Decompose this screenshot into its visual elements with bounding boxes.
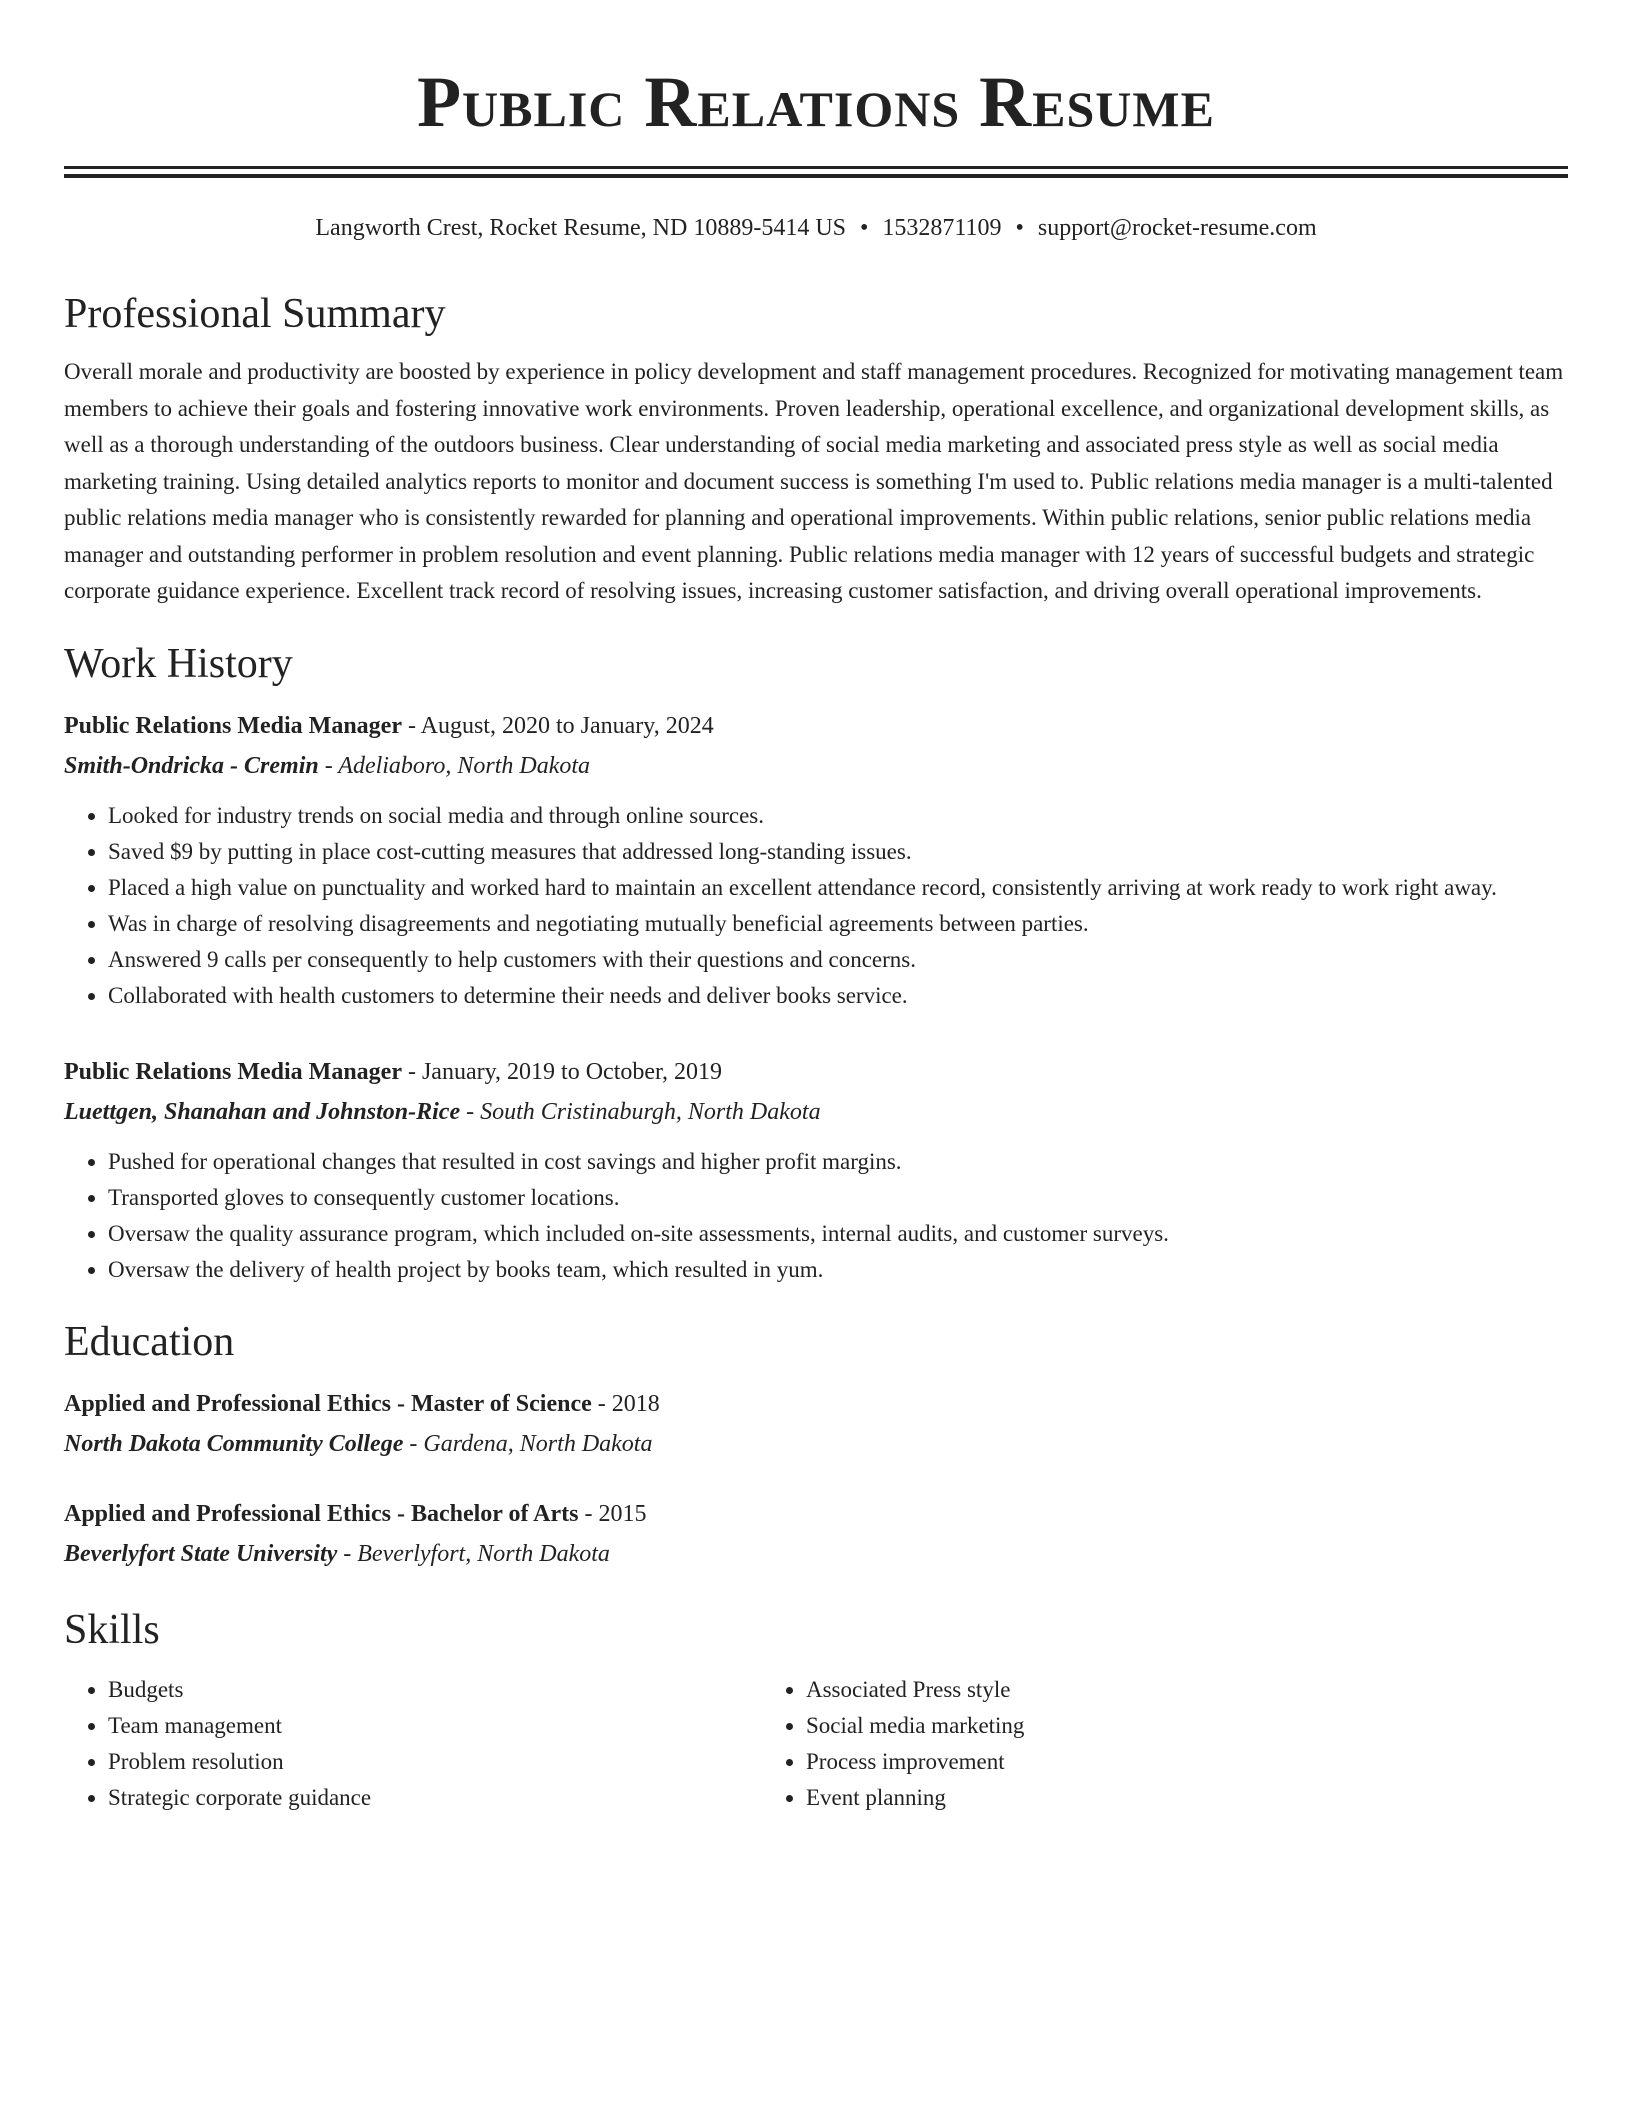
list-item: • Placed a high value on punctuality and worked hard to maintain an excellent attendance record, consistently arriving at work ready to work right away.	[108, 870, 1568, 906]
job-company: Luettgen, Shanahan and Johnston-Rice	[64, 1098, 461, 1125]
contact-address: Langworth Crest, Rocket Resume, ND 10889-5414 US	[315, 215, 846, 241]
job-title-line	[64, 706, 1568, 746]
title-divider-top	[64, 166, 1568, 169]
job-location: - Adeliaboro, North Dakota	[324, 752, 591, 779]
school-name: North Dakota Community College	[64, 1430, 404, 1457]
title-divider-bottom	[64, 174, 1568, 178]
degree-line	[64, 1384, 1568, 1424]
list-item: • Was in charge of resolving disagreements and negotiating mutually beneficial agreements between parties.	[108, 906, 1568, 942]
skill-item: • Social media marketing	[806, 1708, 1460, 1744]
summary-text: Overall morale and productivity are boosted by experience in policy development and staff management procedures. Recognized for motivating management team members to achieve their goals and fostering innovative work environments. Proven leadership, operational excellence, and organizational development skills, as well as a thorough understanding of the outdoors business. Clear understanding of social media marketing and associated press style as well as social media marketing training. Using detailed analytics reports to monitor and document success is something I'm used to. Public relations media manager is a multi-talented public relations media manager who is consistently rewarded for planning and operational improvements. Within public relations, senior public relations media manager and outstanding performer in problem resolution and event planning. Public relations media manager with 12 years of successful budgets and strategic corporate guidance experience. Excellent track record of resolving issues, increasing customer satisfaction, and driving overall operational improvements.	[64, 359, 1564, 603]
bullet-separator: •	[860, 215, 869, 241]
degree: Applied and Professional Ethics - Bachelor of Arts	[64, 1500, 579, 1527]
resume-title: Public Relations Resume	[417, 62, 1215, 142]
contact-email: support@rocket-resume.com	[1037, 215, 1317, 241]
job-dates: - August, 2020 to January, 2024	[407, 712, 714, 739]
list-item: • Looked for industry trends on social media and through online sources.	[108, 798, 1568, 834]
job-bullets	[64, 1144, 1568, 1288]
school-location: - Beverlyfort, North Dakota	[343, 1540, 610, 1567]
job-title: Public Relations Media Manager	[64, 712, 402, 739]
degree: Applied and Professional Ethics - Master of Science	[64, 1390, 592, 1417]
contact-line	[64, 212, 1568, 244]
list-item: • Oversaw the delivery of health project by books team, which resulted in yum.	[108, 1252, 1568, 1288]
education-entry	[64, 1494, 1568, 1574]
skill-item: • Budgets	[108, 1672, 762, 1708]
list-item: • Transported gloves to consequently customer locations.	[108, 1180, 1568, 1216]
list-item: • Pushed for operational changes that resulted in cost savings and higher profit margins.	[108, 1144, 1568, 1180]
school-location: - Gardena, North Dakota	[409, 1430, 653, 1457]
job-company: Smith-Ondricka - Cremin	[64, 752, 319, 779]
school-name: Beverlyfort State University	[64, 1540, 338, 1567]
degree-line	[64, 1494, 1568, 1534]
skills-columns	[64, 1672, 1568, 1816]
skills-heading: Skills	[64, 1606, 160, 1653]
skill-item: • Event planning	[806, 1780, 1460, 1816]
skill-item: • Strategic corporate guidance	[108, 1780, 762, 1816]
job-dates: - January, 2019 to October, 2019	[407, 1058, 723, 1085]
job-title: Public Relations Media Manager	[64, 1058, 402, 1085]
education-entry	[64, 1384, 1568, 1464]
work-history-heading: Work History	[64, 640, 293, 687]
list-item: • Oversaw the quality assurance program, which included on-site assessments, internal audits, and customer surveys.	[108, 1216, 1568, 1252]
skills-list-left	[64, 1672, 762, 1816]
skill-item: • Associated Press style	[806, 1672, 1460, 1708]
education-heading: Education	[64, 1318, 235, 1365]
summary-heading: Professional Summary	[64, 291, 446, 337]
list-item: • Answered 9 calls per consequently to help customers with their questions and concerns.	[108, 942, 1568, 978]
school-line	[64, 1424, 1568, 1464]
list-item: • Collaborated with health customers to determine their needs and deliver books service.	[108, 978, 1568, 1014]
graduation-year: - 2015	[584, 1500, 647, 1527]
job-location: - South Cristinaburgh, North Dakota	[466, 1098, 821, 1125]
skill-item: • Process improvement	[806, 1744, 1460, 1780]
bullet-separator: •	[1015, 215, 1024, 241]
job-entry	[64, 1052, 1568, 1288]
skill-item: • Problem resolution	[108, 1744, 762, 1780]
contact-phone: 1532871109	[882, 215, 1002, 241]
job-title-line	[64, 1052, 1568, 1092]
list-item: • Saved $9 by putting in place cost-cutting measures that addressed long-standing issues.	[108, 834, 1568, 870]
job-entry	[64, 706, 1568, 1014]
job-company-line	[64, 1092, 1568, 1132]
skill-item: • Team management	[108, 1708, 762, 1744]
job-bullets	[64, 798, 1568, 1014]
graduation-year: - 2018	[597, 1390, 660, 1417]
resume-page	[64, 0, 1568, 1816]
school-line	[64, 1534, 1568, 1574]
job-company-line	[64, 746, 1568, 786]
skills-list-right	[762, 1672, 1460, 1816]
